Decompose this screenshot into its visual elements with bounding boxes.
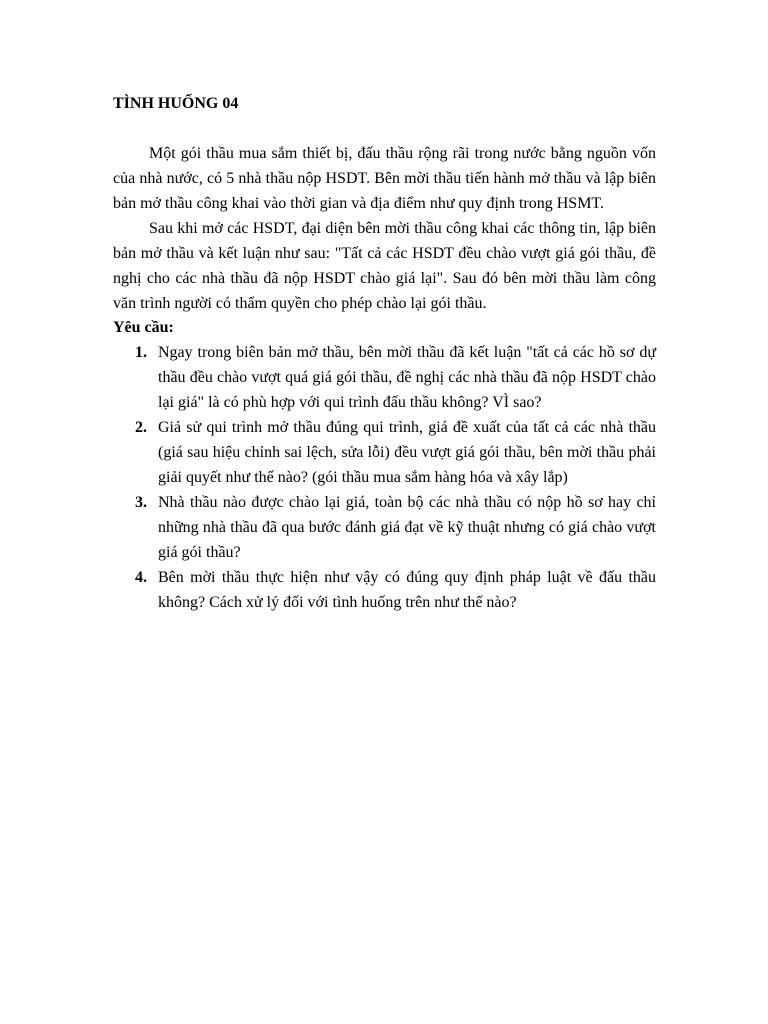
requirement-text: Bên mời thầu thực hiện như vậy có đúng quy định pháp luật về đấu thầu không? Cách xử lý đối với tình huống trên như thế nào? [158,569,656,611]
requirement-item-3 [113,490,656,565]
requirement-text: Ngay trong biên bản mở thầu, bên mời thầu đã kết luận "tất cả các hồ sơ dự thầu đều chào vượt quá giá gói thầu, đề nghị các nhà thầu đã nộp HSDT chào lại giá" là có phù hợp với qui trình đấu thầu không? VÌ sao? [158,344,656,411]
requirement-text: Giả sử qui trình mở thầu đúng qui trình, giá đề xuất của tất cả các nhà thầu (giá sau hiệu chỉnh sai lệch, sửa lỗi) đều vượt giá gói thầu, bên mời thầu phải giải quyết như thế nào? (gói thầu mua sắm hàng hóa và xây lắp) [158,419,656,486]
requirements-list [113,340,656,615]
requirement-text: Nhà thầu nào được chào lại giá, toàn bộ các nhà thầu có nộp hồ sơ hay chỉ những nhà thầu đã qua bước đánh giá đạt về kỹ thuật nhưng có giá chào vượt giá gói thầu? [158,494,656,561]
requirements-label: Yêu cầu: [113,319,174,336]
requirement-number: 4. [135,569,147,586]
requirement-number: 1. [135,344,147,361]
requirement-item-4 [113,565,656,615]
paragraph-intro: Một gói thầu mua sắm thiết bị, đấu thầu rộng rãi trong nước bằng nguồn vốn của nhà nước, có 5 nhà thầu nộp HSDT. Bên mời thầu tiến hành mở thầu và lập biên bản mở thầu công khai vào thời gian và địa điểm như quy định trong HSMT. [113,145,656,212]
requirement-item-1 [113,340,656,415]
requirement-number: 3. [135,494,147,511]
requirement-number: 2. [135,419,147,436]
document-page [113,92,656,615]
document-heading: TÌNH HUỐNG 04 [113,95,239,112]
requirement-item-2 [113,415,656,490]
paragraph-opening-result: Sau khi mở các HSDT, đại diện bên mời thầu công khai các thông tin, lập biên bản mở thầu và kết luận như sau: "Tất cả các HSDT đều chào vượt giá gói thầu, đề nghị cho các nhà thầu đã nộp HSDT chào giá lại". Sau đó bên mời thầu làm công văn trình người có thẩm quyền cho phép chào lại gói thầu. [113,220,656,312]
